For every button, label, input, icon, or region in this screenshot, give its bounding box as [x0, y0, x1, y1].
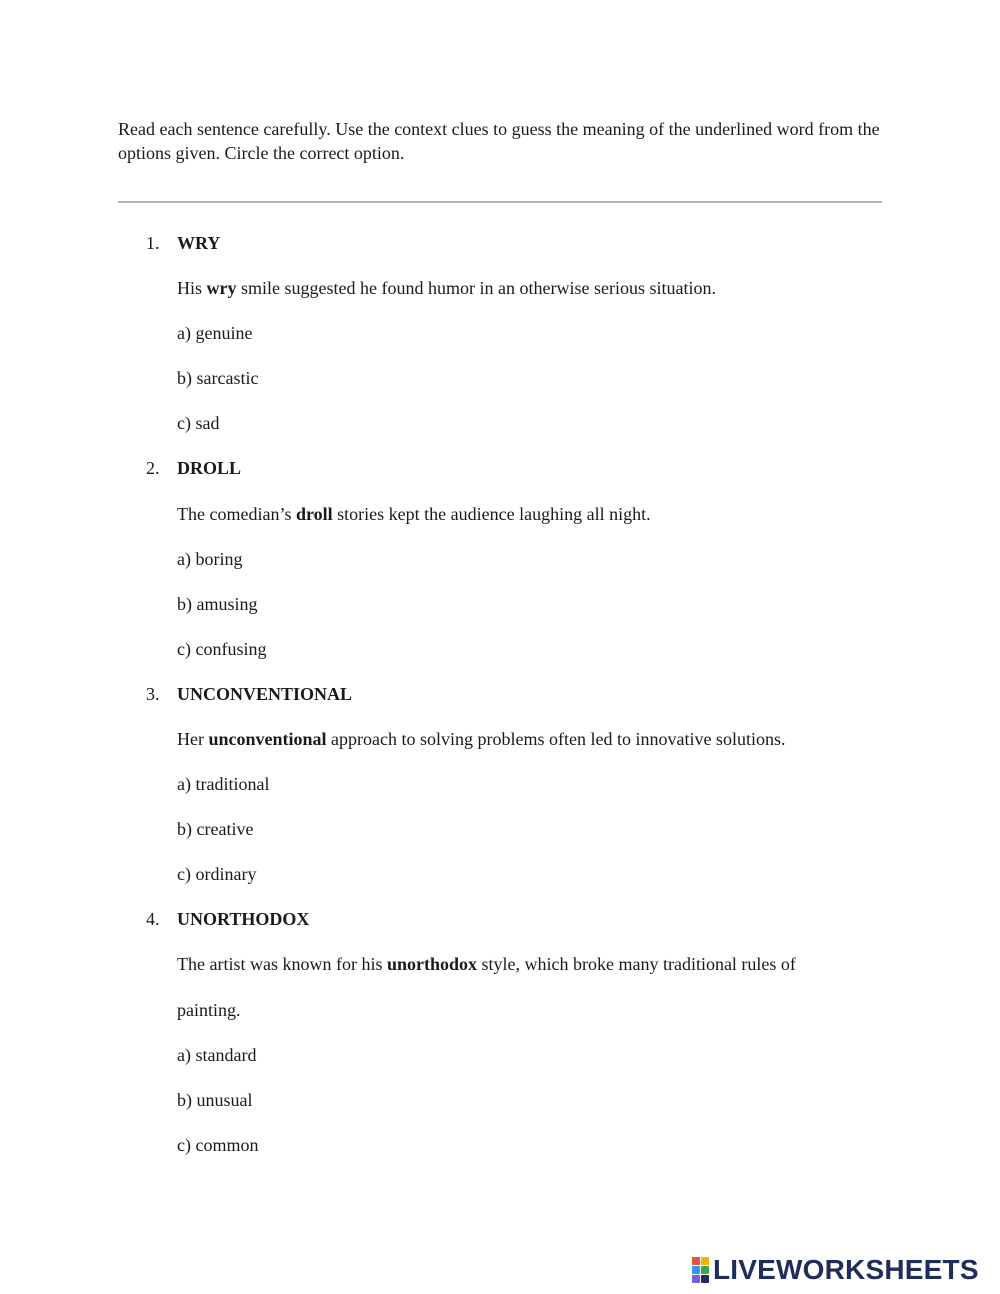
- question-2-word: DROLL: [177, 458, 242, 478]
- question-4-option-b[interactable]: b) unusual: [177, 1090, 253, 1110]
- question-1-option-b[interactable]: b) sarcastic: [177, 368, 259, 388]
- question-1-sentence-bold: wry: [206, 278, 237, 298]
- question-3-number: 3.: [146, 684, 160, 704]
- question-2-number: 2.: [146, 458, 160, 478]
- question-4-sentence-before: The artist was known for his: [177, 954, 387, 974]
- divider: [118, 201, 882, 203]
- question-1-sentence-before: His: [177, 278, 207, 298]
- question-4-sentence-continued: painting.: [177, 1000, 241, 1020]
- question-2-option-b[interactable]: b) amusing: [177, 594, 258, 614]
- question-1-word: WRY: [177, 233, 221, 253]
- question-1-sentence-after: smile suggested he found humor in an otherwise serious situation.: [236, 278, 716, 298]
- question-2-sentence-before: The comedian’s: [177, 504, 296, 524]
- question-2-sentence-bold: droll: [295, 504, 333, 524]
- logo-blocks-icon: [692, 1257, 709, 1283]
- question-4-option-a[interactable]: a) standard: [177, 1045, 257, 1065]
- question-3-option-a[interactable]: a) traditional: [177, 774, 270, 794]
- logo-text: LIVEWORKSHEETS: [713, 1254, 979, 1285]
- question-2-option-a[interactable]: a) boring: [177, 549, 243, 569]
- question-3-sentence: [177, 727, 785, 751]
- question-4-sentence: [177, 952, 796, 976]
- question-3-sentence-bold: unconventional: [208, 729, 327, 749]
- question-1-number: 1.: [146, 233, 160, 253]
- question-3-sentence-before: Her: [177, 729, 209, 749]
- question-3-sentence-after: approach to solving problems often led to innovative solutions.: [326, 729, 786, 749]
- instructions: Read each sentence carefully. Use the context clues to guess the meaning of the underlined word from the options given. Circle the correct option.: [118, 119, 880, 163]
- question-2-sentence: [177, 502, 651, 526]
- question-1-option-c[interactable]: c) sad: [177, 413, 220, 433]
- question-2-option-c[interactable]: c) confusing: [177, 639, 267, 659]
- question-4-word: UNORTHODOX: [177, 909, 310, 929]
- question-4-sentence-after: style, which broke many traditional rules of: [477, 954, 796, 974]
- question-3-option-b[interactable]: b) creative: [177, 819, 254, 839]
- question-4-sentence-bold: unorthodox: [386, 954, 477, 974]
- liveworksheets-logo: [692, 1255, 979, 1285]
- question-4-option-c[interactable]: c) common: [177, 1135, 259, 1155]
- question-3-word: UNCONVENTIONAL: [177, 684, 353, 704]
- question-2-sentence-after: stories kept the audience laughing all night.: [332, 504, 651, 524]
- question-1-sentence: [177, 276, 716, 300]
- question-4-number: 4.: [146, 909, 160, 929]
- question-1-option-a[interactable]: a) genuine: [177, 323, 253, 343]
- question-3-option-c[interactable]: c) ordinary: [177, 864, 257, 884]
